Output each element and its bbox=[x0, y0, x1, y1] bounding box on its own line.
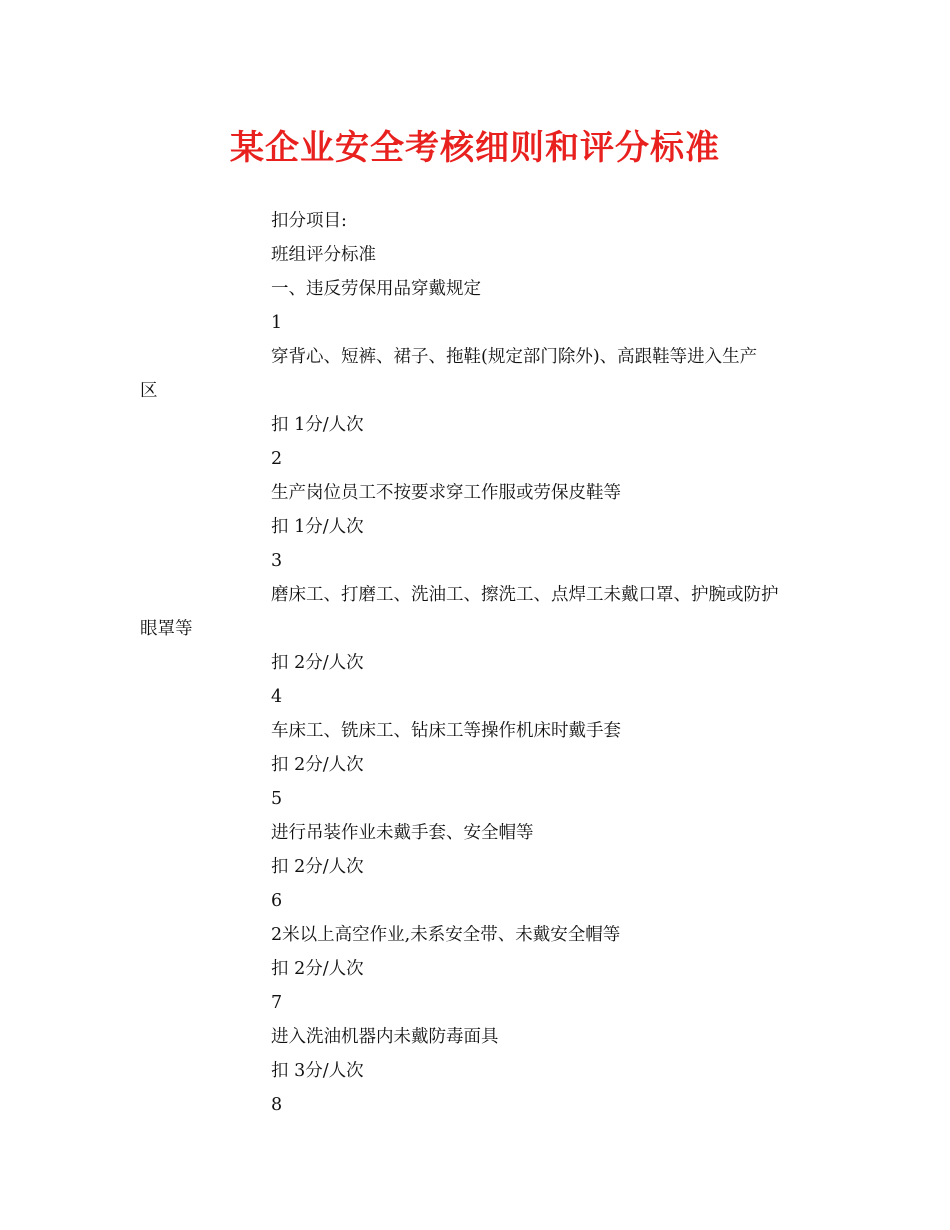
item-penalty: 扣 2分/人次 bbox=[271, 755, 364, 775]
item-number: 1 bbox=[271, 313, 283, 333]
item-description: 生产岗位员工不按要求穿工作服或劳保皮鞋等 bbox=[271, 483, 621, 503]
item-description: 进行吊装作业未戴手套、安全帽等 bbox=[271, 823, 534, 843]
item-penalty: 扣 2分/人次 bbox=[271, 857, 364, 877]
item-description: 车床工、铣床工、钻床工等操作机床时戴手套 bbox=[271, 721, 621, 741]
item-description: 磨床工、打磨工、洗油工、擦洗工、点焊工未戴口罩、护腕或防护 bbox=[271, 585, 779, 605]
item-penalty: 扣 2分/人次 bbox=[271, 653, 364, 673]
item-number: 6 bbox=[271, 891, 283, 911]
item-number: 4 bbox=[271, 687, 283, 707]
item-penalty: 扣 1分/人次 bbox=[271, 517, 364, 537]
item-number: 5 bbox=[271, 789, 283, 809]
document-title: 某企业安全考核细则和评分标准 bbox=[230, 128, 720, 168]
item-number: 8 bbox=[271, 1095, 283, 1115]
item-number: 3 bbox=[271, 551, 283, 571]
section-heading-deduction-items: 扣分项目: bbox=[271, 211, 347, 231]
item-penalty: 扣 3分/人次 bbox=[271, 1061, 364, 1081]
section-heading-ppe-violations: 一、违反劳保用品穿戴规定 bbox=[271, 279, 481, 299]
item-description-continued: 区 bbox=[140, 381, 158, 401]
item-description: 进入洗油机器内未戴防毒面具 bbox=[271, 1027, 499, 1047]
item-penalty: 扣 1分/人次 bbox=[271, 415, 364, 435]
item-description-continued: 眼罩等 bbox=[140, 619, 193, 639]
item-description: 2米以上高空作业,未系安全带、未戴安全帽等 bbox=[271, 925, 621, 945]
item-penalty: 扣 2分/人次 bbox=[271, 959, 364, 979]
section-heading-team-standard: 班组评分标准 bbox=[271, 245, 376, 265]
document-body bbox=[140, 204, 820, 1122]
item-number: 7 bbox=[271, 993, 283, 1013]
item-description: 穿背心、短裤、裙子、拖鞋(规定部门除外)、高跟鞋等进入生产 bbox=[271, 347, 758, 367]
item-number: 2 bbox=[271, 449, 283, 469]
